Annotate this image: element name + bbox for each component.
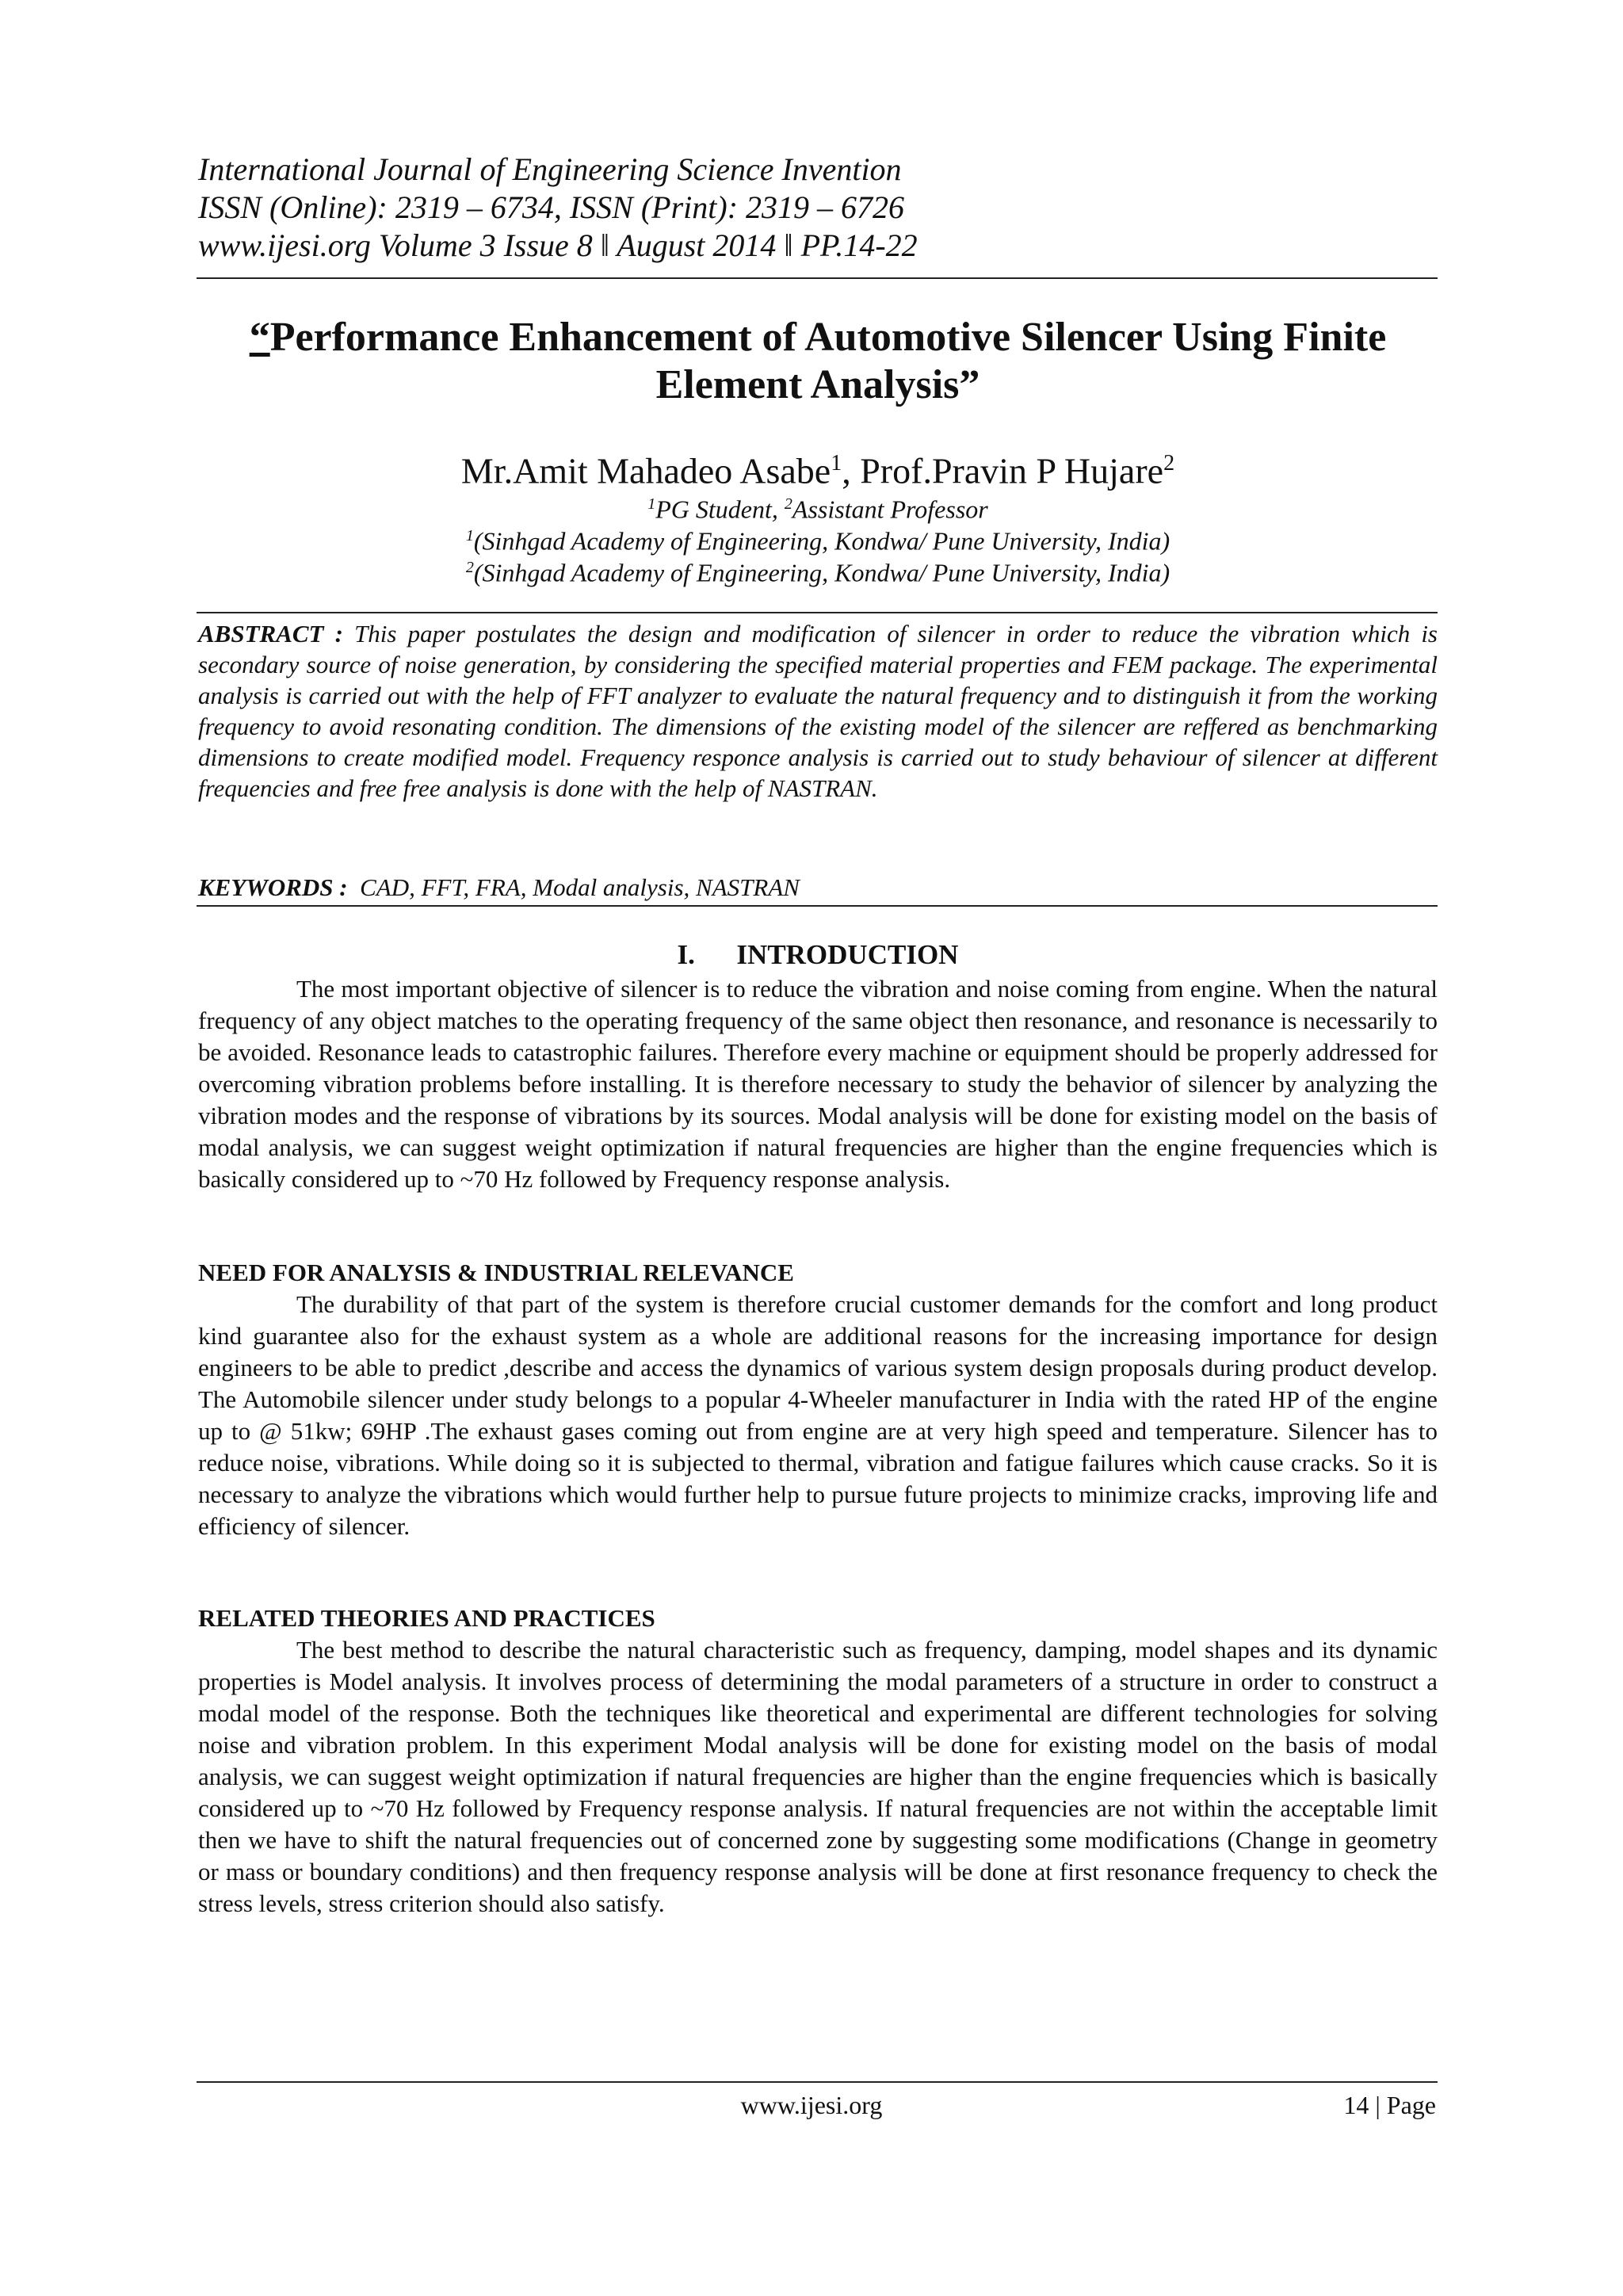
footer-rule — [197, 2081, 1438, 2083]
abstract-top-rule — [197, 612, 1438, 613]
keywords-label: KEYWORDS : — [198, 873, 348, 901]
journal-issn: ISSN (Online): 2319 – 6734, ISSN (Print): 2319 – 6726 — [198, 189, 905, 225]
journal-header — [198, 151, 1426, 265]
paper-title — [198, 314, 1438, 409]
affiliation-2 — [198, 552, 1438, 589]
affiliation-1-superscript: 1 — [465, 527, 474, 544]
role-1: PG Student, — [655, 495, 785, 524]
affiliation-1-text: (Sinhgad Academy of Engineering, Kondwa/ Pune University, India) — [473, 526, 1170, 556]
abstract — [198, 618, 1438, 804]
footer-website: www.ijesi.org — [740, 2091, 883, 2119]
author-2-superscript: 2 — [1163, 451, 1175, 476]
affiliation-2-superscript: 2 — [465, 559, 474, 576]
role-2: Assistant Professor — [792, 495, 988, 524]
author-2: Prof.Pravin P Hujare — [860, 450, 1164, 491]
role-1-superscript: 1 — [647, 495, 656, 513]
affiliation-2-text: (Sinhgad Academy of Engineering, Kondwa/ Pune University, India) — [473, 558, 1170, 587]
need-paragraph: The durability of that part of the system is therefore crucial customer demands for the comfort and long product kind guarantee also for the exhaust system as a whole are additional reasons for the increasing importance for design engineers to be able to predict ,describe and access the dynamics of various system design proposals during product develop. The Automobile silencer under study belongs to a popular 4-Wheeler manufacturer in India with the rated HP of the engine up to @ 51kw; 69HP .The exhaust gases coming out from engine are at very high speed and temperature. Silencer has to reduce noise, vibrations. While doing so it is subjected to thermal, vibration and fatigue failures which cause cracks. So it is necessary to analyze the vibrations which would further help to pursue future projects to minimize cracks, improving life and efficiency of silencer. — [198, 1290, 1438, 1540]
related-heading: RELATED THEORIES AND PRACTICES — [198, 1604, 655, 1632]
author-1: Mr.Amit Mahadeo Asabe — [460, 450, 831, 491]
related-paragraph: The best method to describe the natural characteristic such as frequency, damping, model shapes and its dynamic properties is Model analysis. It involves process of determining the modal parameters of a structure in order to construct a modal model of the response. Both the techniques like theoretical and experimental are different technologies for solving noise and vibration problem. In this experiment Modal analysis will be done for existing model on the basis of modal analysis, we can suggest weight optimization if natural frequencies are higher than the engine frequencies which is basically considered up to ~70 Hz followed by Frequency response analysis. If natural frequencies are not within the acceptable limit then we have to shift the natural frequencies out of concerned zone by suggesting some modifications (Change in geometry or mass or boundary conditions) and then frequency response analysis will be done at first resonance frequency to check the stress levels, stress criterion should also satisfy. — [198, 1636, 1438, 1917]
title-open-quote: “ — [249, 315, 270, 360]
need-heading: NEED FOR ANALYSIS & INDUSTRIAL RELEVANCE — [198, 1259, 794, 1286]
journal-name: International Journal of Engineering Science Invention — [198, 151, 902, 187]
introduction-heading: I. INTRODUCTION — [677, 939, 959, 970]
footer-page-number: 14 | Page — [1343, 2091, 1436, 2119]
keywords-rule — [197, 905, 1438, 907]
journal-volume: www.ijesi.org Volume 3 Issue 8 ǁ August 2014 ǁ PP.14-22 — [198, 227, 918, 263]
keywords-text: CAD, FFT, FRA, Modal analysis, NASTRAN — [360, 873, 800, 901]
abstract-label: ABSTRACT : — [198, 620, 343, 648]
author-line — [198, 442, 1438, 492]
author-1-superscript: 1 — [831, 451, 842, 476]
header-rule — [197, 277, 1438, 279]
abstract-text: This paper postulates the design and modification of silencer in order to reduce the vibration which is secondary source of noise generation, by considering the specified material properties and FEM package. The experimental analysis is carried out with the help of FFT analyzer to evaluate the natural frequency and to distinguish it from the working frequency to avoid resonating condition. The dimensions of the existing model of the silencer are reffered as benchmarking dimensions to create modified model. Frequency responce analysis is carried out to study behaviour of silencer at different frequencies and free free analysis is done with the help of NASTRAN. — [198, 620, 1438, 802]
keywords — [198, 872, 1438, 903]
title-text: Performance Enhancement of Automotive Silencer Using Finite Element Analysis” — [269, 315, 1387, 407]
author-separator: , — [842, 450, 861, 491]
role-2-superscript: 2 — [784, 495, 792, 513]
introduction-paragraph: The most important objective of silencer is to reduce the vibration and noise coming from engine. When the natural frequency of any object matches to the operating frequency of the same object then resonance, and resonance is necessarily to be avoided. Resonance leads to catastrophic failures. Therefore every machine or equipment should be properly addressed for overcoming vibration problems before installing. It is therefore necessary to study the behavior of silencer by analyzing the vibration modes and the response of vibrations by its sources. Modal analysis will be done for existing model on the basis of modal analysis, we can suggest weight optimization if natural frequencies are higher than the engine frequencies which is basically considered up to ~70 Hz followed by Frequency response analysis. — [198, 975, 1438, 1193]
